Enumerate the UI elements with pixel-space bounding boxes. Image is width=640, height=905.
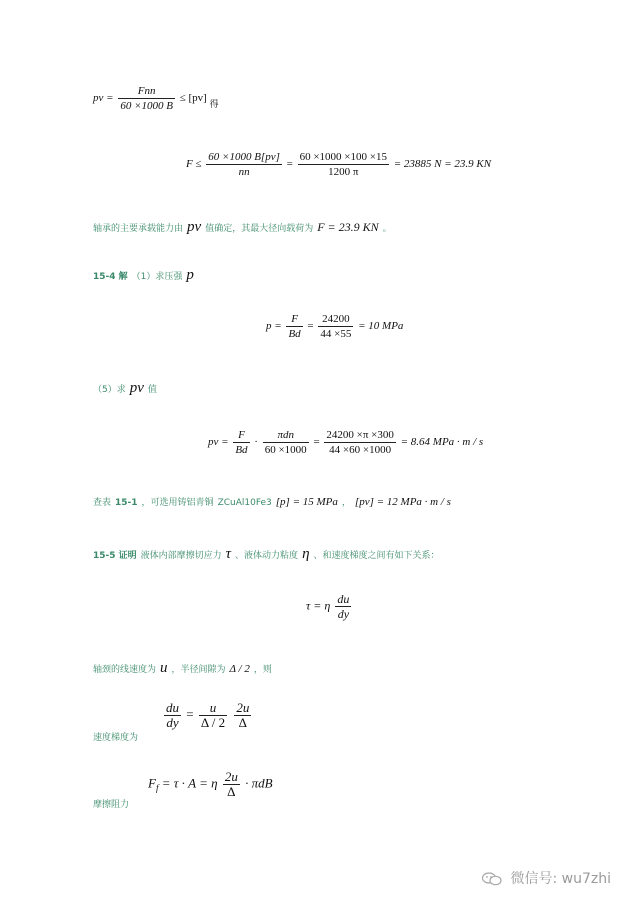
formula-lhs: pv = (93, 92, 114, 105)
fraction (223, 770, 240, 799)
fraction (199, 701, 227, 730)
fraction (263, 428, 309, 457)
denominator: Bd (288, 328, 301, 340)
subscript: f (155, 783, 159, 794)
fraction (324, 428, 395, 457)
text-segment: 轴颈的线速度为 (93, 665, 157, 675)
dot-operator: · (254, 436, 258, 449)
text-segment: 轴承的主要承载能力由 (93, 224, 184, 234)
denominator: Δ / 2 (200, 715, 226, 730)
material-name: ZCuAl10Fe3 (217, 498, 272, 508)
equals: = (186, 706, 194, 722)
formula-velocity-gradient (162, 701, 253, 730)
relation: ≤ [pv] (179, 92, 207, 105)
numerator: 24200 (318, 312, 353, 327)
separator: ， (341, 498, 351, 508)
numerator: 24200 ×π ×300 (326, 429, 394, 441)
paragraph-load-capacity (93, 218, 392, 236)
text-segment: 、和速度梯度之间有如下关系： (313, 551, 440, 561)
fraction (118, 84, 175, 113)
value-max-load: F = 23.9 KN (317, 220, 379, 234)
fraction (335, 592, 351, 621)
denominator: Bd (235, 444, 248, 456)
formula-pv-condition (93, 84, 219, 113)
fraction (233, 428, 249, 457)
paragraph-material-selection (93, 492, 451, 510)
denominator: 60 ×1000 (264, 444, 307, 456)
formula-result: = 8.64 MPa · m / s (400, 436, 484, 449)
numerator: Fnn (118, 84, 175, 99)
text-segment: 、液体动力粘度 (235, 551, 299, 561)
symbol-tau: τ (225, 546, 232, 562)
formula-friction-force (148, 770, 273, 799)
fraction (234, 701, 251, 730)
numerator: 2u (236, 700, 250, 715)
denominator: Δ (227, 784, 236, 799)
formula-pressure (266, 312, 403, 341)
allowable-pv: [pv] = 12 MPa · m / s (354, 496, 451, 508)
fraction (164, 701, 181, 730)
denominator: 1200 π (328, 166, 359, 178)
numerator: F (286, 312, 302, 327)
label-velocity-gradient: 速度梯度为 (93, 733, 139, 743)
denominator: 44 ×55 (320, 328, 352, 340)
text-segment: 查表 (93, 498, 112, 508)
formula-result: = 10 MPa (358, 320, 404, 333)
numerator: πdn (263, 428, 309, 443)
denominator: dy (337, 607, 350, 621)
problem-label: 15-5 证明 (93, 551, 137, 561)
text-segment: （5）求 (93, 385, 126, 395)
numerator: 60 ×1000 ×100 ×15 (299, 151, 387, 163)
formula-middle: = τ · A = η (161, 775, 218, 791)
text-segment: ，则 (253, 665, 272, 675)
problem-label: 15-4 解 (93, 272, 128, 282)
formula-shear-stress (306, 592, 353, 621)
numerator: 2u (224, 769, 238, 784)
formula-lhs: F (148, 775, 156, 791)
formula-lhs: p = (266, 320, 282, 333)
fraction (206, 150, 282, 179)
heading-15-4 (93, 266, 194, 284)
wechat-icon (482, 872, 502, 886)
table-reference: 15-1 (115, 498, 138, 508)
label-friction-resistance: 摩擦阻力 (93, 800, 130, 810)
symbol-clearance: Δ / 2 (229, 663, 250, 675)
numerator: u (199, 701, 227, 716)
symbol-pv: pv (187, 219, 202, 235)
numerator: 60 ×1000 B[pv] (208, 151, 280, 163)
step-5-label (93, 379, 157, 397)
allowable-pressure: [p] = 15 MPa (275, 496, 338, 508)
text-segment: 值确定，其最大径向载荷为 (205, 224, 314, 234)
text-segment: ，半径间隙为 (171, 665, 226, 675)
formula-pv-value (208, 428, 483, 457)
denominator: nn (238, 166, 250, 178)
watermark-text: 微信号: wu7zhi (510, 871, 611, 887)
text-segment: 。 (382, 224, 392, 234)
denominator: dy (166, 715, 179, 730)
symbol-p: p (186, 267, 194, 283)
equals: = (307, 320, 314, 333)
symbol-pv: pv (129, 380, 144, 396)
numerator: du (166, 700, 179, 715)
wechat-watermark (482, 868, 611, 888)
paragraph-journal-velocity (93, 659, 272, 677)
formula-tail: · πdB (245, 775, 273, 791)
equals: = (313, 436, 320, 449)
equals: = (286, 158, 293, 171)
formula-lhs: F ≤ (186, 158, 202, 171)
numerator: F (233, 428, 249, 443)
text-segment: 值 (147, 385, 157, 395)
formula-max-load (186, 150, 491, 179)
fraction (318, 312, 353, 341)
numerator: du (337, 592, 350, 606)
symbol-eta: η (302, 546, 310, 562)
formula-suffix: 得 (209, 99, 219, 110)
symbol-u: u (160, 660, 168, 676)
formula-result: = 23885 N = 23.9 KN (393, 158, 492, 171)
denominator: 60 ×1000 B (120, 100, 173, 112)
text-segment: 液体内部摩擦切应力 (140, 551, 222, 561)
fraction (298, 150, 389, 179)
formula-lhs: τ = η (306, 598, 331, 613)
heading-15-5 (93, 545, 440, 563)
fraction (286, 312, 302, 341)
formula-lhs: pv = (208, 436, 229, 449)
text-segment: （1）求压强 (131, 272, 183, 282)
text-segment: ，可选用铸铝青铜 (141, 498, 214, 508)
denominator: Δ (238, 715, 248, 730)
denominator: 44 ×60 ×1000 (329, 444, 392, 456)
